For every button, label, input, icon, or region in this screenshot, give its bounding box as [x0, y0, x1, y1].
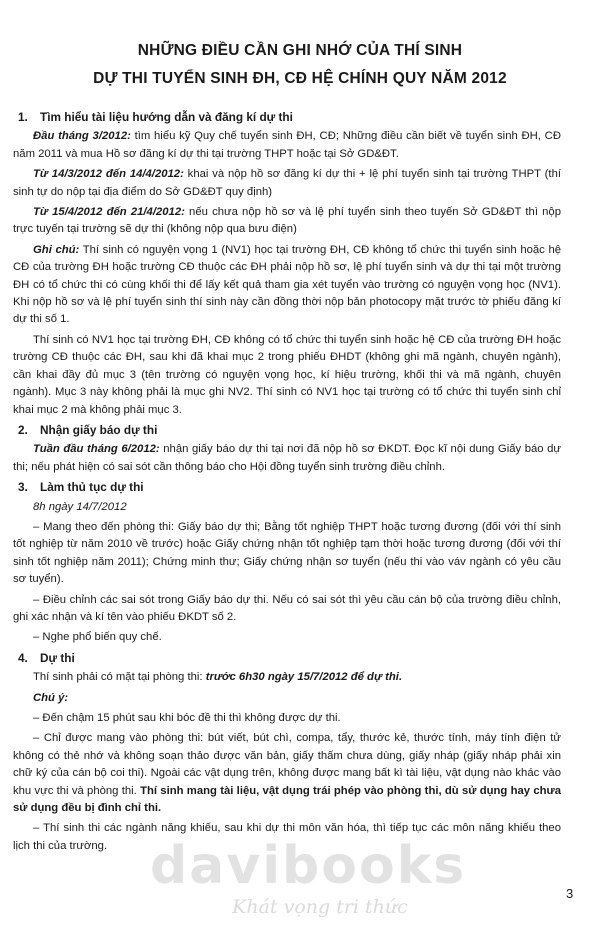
paragraph	[13, 128, 561, 163]
note-lead: Ghi chú:	[33, 243, 80, 256]
paragraph	[13, 242, 561, 329]
bullet-item: – Mang theo đến phòng thi: Giấy báo dự thi; Bằng tốt nghiệp THPT hoặc tương đương (đối với thí sinh tốt nghiệp từ năm 2010 về trước) hoặc Giấy chứng nhận tốt nghiệp tạm thời hoặc tương đương (đối với thí sinh tốt nghiệp năm 2011); Chứng minh thư; Giấy chứng nhận sơ tuyển (nếu thi vào váv ngành có yêu cầu sơ tuyển).	[13, 520, 561, 586]
section-title: Làm thủ tục dự thi	[40, 480, 144, 495]
bullet-item: – Nghe phổ biến quy chế.	[33, 631, 162, 644]
paragraph	[13, 669, 561, 686]
paragraph	[13, 166, 561, 201]
page-title-line-1: NHỮNG ĐIỀU CẦN GHI NHỚ CỦA THÍ SINH	[137, 42, 463, 59]
paragraph	[13, 204, 561, 239]
section-number: 4.	[18, 650, 28, 665]
section-title: Dự thi	[40, 650, 75, 665]
date-lead: Tuần đầu tháng 6/2012:	[33, 443, 160, 456]
page-number: 3	[566, 886, 574, 901]
page-title-line-2: DỰ THI TUYỂN SINH ĐH, CĐ HỆ CHÍNH QUY NĂM 2012	[93, 70, 507, 87]
section-number: 1.	[18, 110, 28, 124]
watermark-slogan: Khát vọng tri thức	[232, 896, 408, 918]
deadline-text: trước 6h30 ngày 15/7/2012 để dự thi.	[205, 671, 403, 684]
paragraph-text: Thí sinh có nguyện vọng 1 (NV1) học tại trường ĐH, CĐ không tổ chức thi tuyển sinh hoặc hệ CĐ của trường ĐH hoặc trường CĐ thuộc các ĐH phải nộp hồ sơ, lệ phí tuyển sinh và dự thi tại một trường ĐH có tổ chức thi có cùng khối thi để lấy kết quả tham gia xét tuyển vào trường có nguyện vọng học (NV1). Khi nộp hồ sơ và lệ phí tuyển sinh thí sinh này cần đồng thời nộp bản photocopy mặt trước tờ phiếu đăng kí dự thi số 1.	[13, 243, 562, 326]
exam-time: 8h ngày 14/7/2012	[33, 500, 127, 513]
section-heading-3	[13, 479, 561, 496]
section-number: 3.	[18, 480, 28, 495]
section-title: Nhận giấy báo dự thi	[40, 422, 158, 437]
paragraph-text: khai và nộp hồ sơ đăng kí dự thi + lệ phí tuyển sinh tại trường THPT (thí sinh tự do nộp tại địa điểm do Sở GD&ĐT quy định)	[13, 168, 561, 198]
note-heading: Chú ý:	[33, 691, 69, 704]
date-lead: Đầu tháng 3/2012:	[33, 130, 131, 143]
bullet-item: – Điều chỉnh các sai sót trong Giấy báo dự thi. Nếu có sai sót thì yêu cầu cán bộ của trường điều chỉnh, ghi xác nhận và kí tên vào phiếu ĐKDT số 2.	[13, 593, 561, 623]
paragraph-text: Thí sinh phải có mặt tại phòng thi:	[33, 671, 206, 684]
section-heading-2	[13, 422, 561, 439]
paragraph-text: tìm hiểu kỹ Quy chế tuyển sinh ĐH, CĐ; Những điều cần biết về tuyển sinh ĐH, CĐ năm 2011 và mua Hồ sơ đăng kí dự thi tại trường THPT hoặc tại Sở GD&ĐT.	[13, 130, 561, 160]
watermark-logo: davibooks	[150, 836, 467, 896]
document-body	[13, 106, 561, 858]
section-title: Tìm hiểu tài liệu hướng dẫn và đăng kí dự thi	[40, 110, 293, 124]
paragraph-text: – Chỉ được mang vào phòng thi: bút viết, bút chì, compa, tẩy, thước kẻ, thước tính, máy tính điện tử không có thẻ nhớ và không soạn thảo được văn bản, giấy thấm chưa dùng, giấy nháp (giấy nháp phải xin chữ ký của cán bộ coi thi). Ngoài các vật dụng trên, không được mang bất kì tài liệu, vật dụng nào khác vào khu vực thi và phòng thi.	[13, 732, 561, 797]
section-heading-1	[13, 109, 561, 126]
section-heading-4	[13, 650, 561, 667]
bullet-item	[13, 730, 561, 817]
paragraph-text: nhận giấy báo dự thi tại nơi đã nộp hồ sơ ĐKDT. Đọc kĩ nội dung Giấy báo dự thi; nếu phát hiện có sai sót cần thông báo cho Hội đồng tuyển sinh trường điều chỉnh.	[13, 443, 561, 473]
paragraph	[13, 441, 561, 476]
warning-text: Thí sinh mang tài liệu, vật dụng trái phép vào phòng thi, dù sử dụng hay chưa sử dụng đều bị đình chỉ thi.	[13, 784, 561, 815]
bullet-item: – Thí sinh thi các ngành năng khiếu, sau khi dự thi môn văn hóa, thì tiếp tục các môn năng khiếu theo lịch thi của trường.	[13, 822, 561, 852]
date-lead: Từ 14/3/2012 đến 14/4/2012:	[33, 168, 184, 181]
section-number: 2.	[18, 422, 28, 437]
paragraph-text: nếu chưa nộp hồ sơ và lệ phí tuyển sinh theo tuyến Sở GD&ĐT thì nộp trực tuyến tại trường sẽ dự thi (không nộp qua bưu điện)	[13, 206, 561, 236]
bullet-item: – Đến chậm 15 phút sau khi bóc đề thi thì không được dự thi.	[33, 712, 341, 724]
paragraph: Thí sinh có NV1 học tại trường ĐH, CĐ không có tổ chức thi tuyển sinh hoặc hệ CĐ của trường ĐH hoặc trường CĐ thuộc các ĐH, sau khi đã khai mục 2 trong phiếu ĐHDT (không ghi mã ngành, chuyên ngành), cần khai đầy đủ mục 3 (tên trường có nguyện vọng học, kí hiệu trường, khối thi và mã ngành, chuyên ngành). Mục 3 này không phải là mục ghi NV2. Thí sinh có NV1 học tại trường có tổ chức thi tuyển sinh chỉ khai mục 2 mà không phải mục 3.	[13, 333, 561, 416]
date-lead: Từ 15/4/2012 đến 21/4/2012:	[33, 206, 185, 219]
